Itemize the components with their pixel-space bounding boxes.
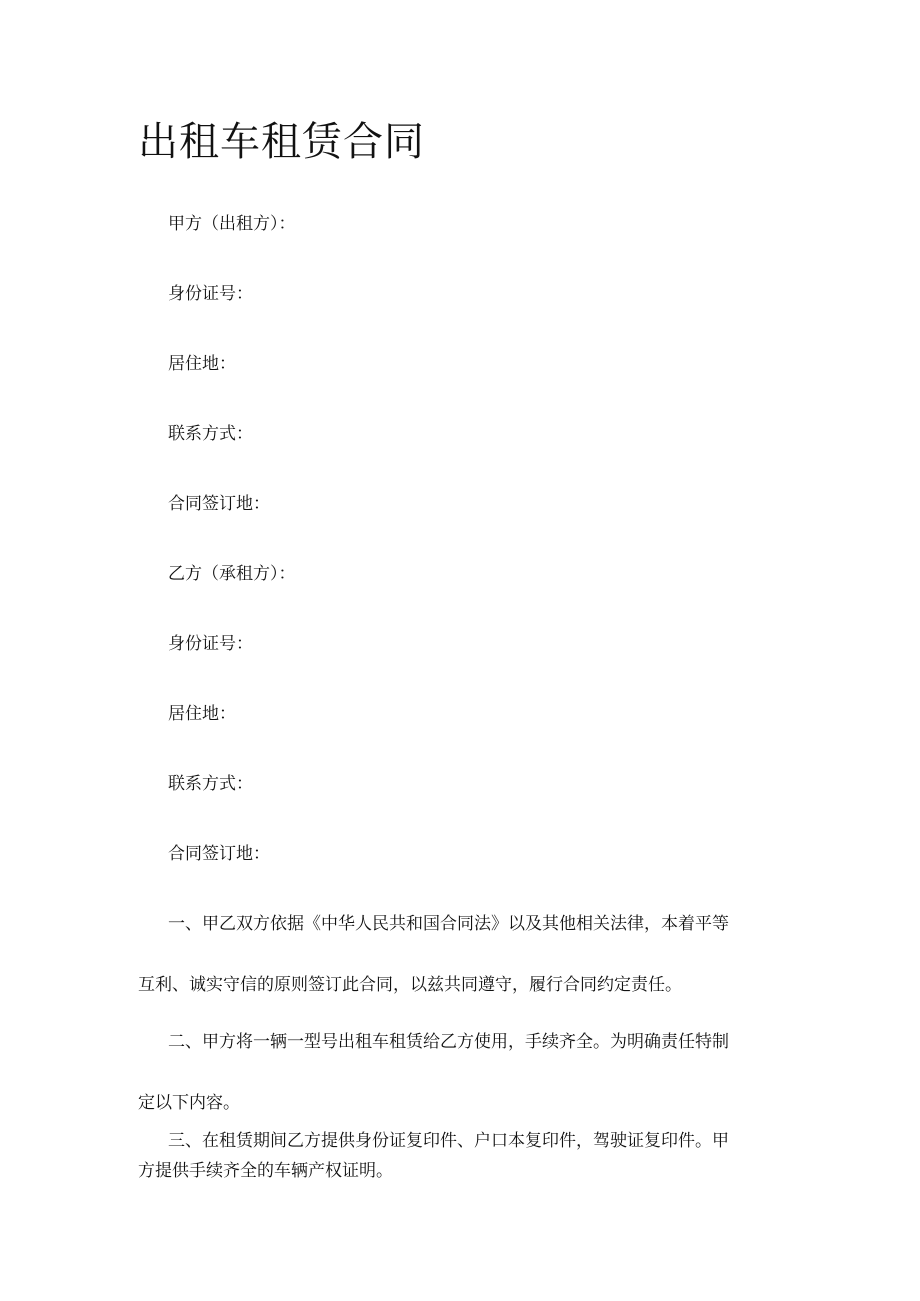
party-b-heading: 乙方（承租方）： (168, 564, 296, 584)
clause-3 (138, 1129, 788, 1189)
clause-1 (138, 912, 788, 1034)
clause-3-line-2: 方提供手续齐全的车辆产权证明。 (138, 1161, 393, 1181)
party-b-signing-place: 合同签订地： (168, 844, 270, 864)
document-title: 出租车租赁合同 (138, 119, 425, 165)
clause-2-line-1: 二、甲方将一辆一型号出租车租赁给乙方使用，手续齐全。为明确责任特制 (168, 1032, 729, 1052)
clause-1-line-2: 互利、诚实守信的原则签订此合同，以兹共同遵守，履行合同约定责任。 (138, 975, 682, 995)
clause-2-line-2: 定以下内容。 (138, 1093, 240, 1113)
party-a-residence: 居住地： (168, 354, 236, 374)
clause-1-line-1: 一、甲乙双方依据《中华人民共和国合同法》以及其他相关法律，本着平等 (168, 914, 729, 934)
party-b-residence: 居住地： (168, 704, 236, 724)
party-a-contact: 联系方式： (168, 424, 253, 444)
party-a-signing-place: 合同签订地： (168, 494, 270, 514)
clause-3-line-1: 三、在租赁期间乙方提供身份证复印件、户口本复印件，驾驶证复印件。甲 (168, 1131, 729, 1151)
party-a-heading: 甲方（出租方）： (168, 214, 296, 234)
party-b-contact: 联系方式： (168, 774, 253, 794)
party-a-id-number: 身份证号： (168, 284, 253, 304)
party-b-id-number: 身份证号： (168, 634, 253, 654)
